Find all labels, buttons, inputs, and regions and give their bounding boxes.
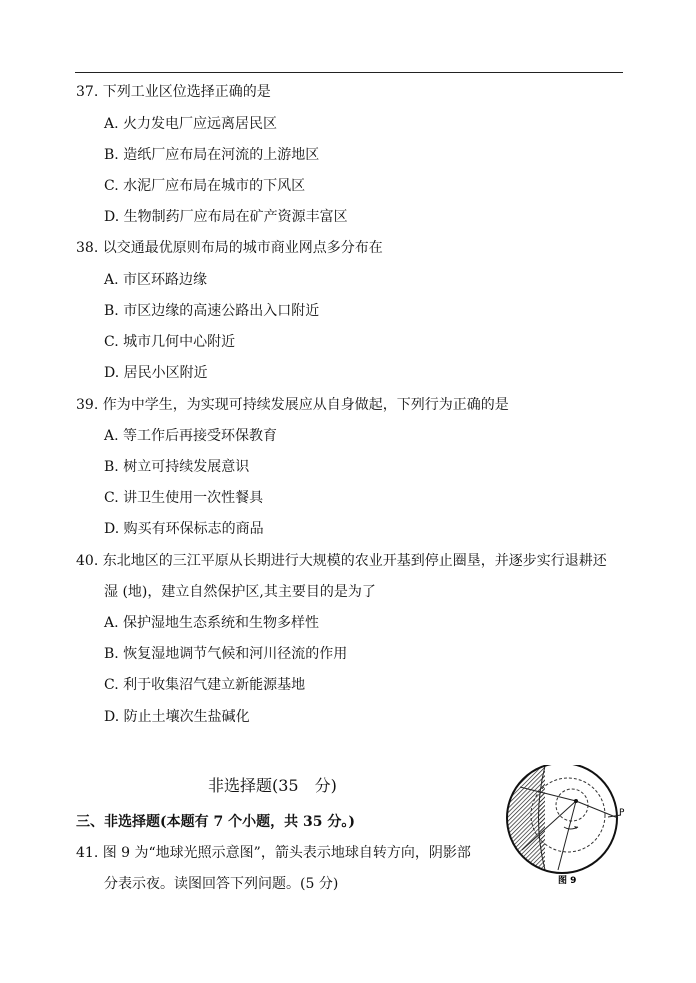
question-41-line-2: 分表示夜。读图回答下列问题。(5 分) — [104, 876, 339, 892]
section-heading: 三、非选择题(本题有 7 个小题，共 35 分。) — [76, 814, 355, 830]
question-41-line-1: 41. 图 9 为“地球光照示意图”，箭头表示地球自转方向，阴影部 — [76, 845, 471, 861]
point-p-label: P — [619, 808, 625, 818]
question-39-option-c: C. 讲卫生使用一次性餐具 — [104, 490, 264, 506]
question-39-option-a: A. 等工作后再接受环保教育 — [104, 428, 278, 444]
question-40-stem-continued: 湿 (地)，建立自然保护区,其主要目的是为了 — [104, 584, 376, 600]
earth-illumination-figure — [500, 765, 630, 890]
question-39-option-b: B. 树立可持续发展意识 — [104, 459, 250, 475]
section-title: 非选择题(35 分) — [208, 776, 337, 795]
question-40-stem: 40. 东北地区的三江平原从长期进行大规模的农业开基到停止圈垦，并逐步实行退耕还 — [76, 553, 607, 569]
question-38-option-c: C. 城市几何中心附近 — [104, 334, 236, 350]
pole-dot — [574, 799, 578, 803]
question-38-option-b: B. 市区边缘的高速公路出入口附近 — [104, 303, 320, 319]
question-40-option-a: A. 保护湿地生态系统和生物多样性 — [104, 615, 320, 631]
question-39-option-d: D. 购买有环保标志的商品 — [104, 521, 264, 537]
question-40-option-b: B. 恢复湿地调节气候和河川径流的作用 — [104, 646, 348, 662]
question-37-option-d: D. 生物制药厂应布局在矿产资源丰富区 — [104, 209, 348, 225]
question-37-option-c: C. 水泥厂应布局在城市的下风区 — [104, 178, 306, 194]
figure-caption: 图 9 — [558, 876, 577, 886]
question-40-option-c: C. 利于收集沼气建立新能源基地 — [104, 677, 306, 693]
question-39-stem: 39. 作为中学生，为实现可持续发展应从自身做起，下列行为正确的是 — [76, 397, 509, 413]
question-37-option-a: A. 火力发电厂应远离居民区 — [104, 116, 278, 132]
question-37-option-b: B. 造纸厂应布局在河流的上游地区 — [104, 147, 320, 163]
question-38-stem: 38. 以交通最优原则布局的城市商业网点多分布在 — [76, 240, 383, 256]
question-40-option-d: D. 防止土壤次生盐碱化 — [104, 709, 250, 725]
question-38-option-d: D. 居民小区附近 — [104, 365, 208, 381]
question-38-option-a: A. 市区环路边缘 — [104, 272, 208, 288]
header-rule — [75, 72, 623, 73]
question-37-stem: 37. 下列工业区位选择正确的是 — [76, 84, 271, 100]
